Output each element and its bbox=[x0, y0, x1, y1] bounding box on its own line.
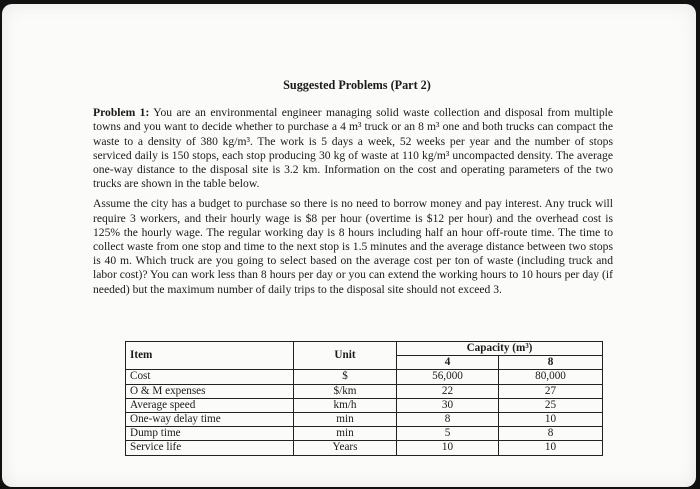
problem-label: Problem 1: bbox=[93, 106, 150, 120]
header-item: Item bbox=[126, 342, 294, 370]
row-unit: min bbox=[294, 413, 397, 427]
problem-paragraph-2: Assume the city has a budget to purchase so there is no need to borrow money and pay interest. Any truck will require 3 workers, and their hourly wage is $8 per hour (overtime is $12 per hour) and the overhead cost is 125% the hourly wage. The regular working day is 8 hours including half an hour off-route time. The time to collect waste from one stop and time to the next stop is 1.5 minutes and the average distance between two stops is 40 m. Which truck are you going to select based on the average cost per ton of waste (including truck and labor cost)? You can work less than 8 hours per day or you can extend the working hours to 10 hours per day (if needed) but the maximum number of daily trips to the disposal site should not exceed 3. bbox=[93, 197, 613, 296]
row-capacity-4: 5 bbox=[397, 427, 499, 441]
row-item: Service life bbox=[126, 441, 294, 455]
row-capacity-8: 80,000 bbox=[499, 370, 603, 384]
table-row bbox=[126, 384, 603, 398]
header-unit: Unit bbox=[294, 342, 397, 370]
row-capacity-4: 22 bbox=[397, 384, 499, 398]
row-unit: $ bbox=[294, 370, 397, 384]
header-capacity-8: 8 bbox=[499, 356, 603, 370]
row-unit: min bbox=[294, 427, 397, 441]
row-unit: Years bbox=[294, 441, 397, 455]
table-row bbox=[126, 427, 603, 441]
row-capacity-8: 10 bbox=[499, 413, 603, 427]
document-title: Suggested Problems (Part 2) bbox=[283, 78, 431, 92]
header-capacity-4: 4 bbox=[397, 356, 499, 370]
table-header-row-1 bbox=[126, 342, 603, 356]
row-capacity-8: 10 bbox=[499, 441, 603, 455]
row-item: Dump time bbox=[126, 427, 294, 441]
header-capacity: Capacity (m³) bbox=[397, 342, 603, 356]
row-unit: $/km bbox=[294, 384, 397, 398]
document-body bbox=[93, 78, 613, 297]
table-row bbox=[126, 413, 603, 427]
row-capacity-4: 56,000 bbox=[397, 370, 499, 384]
row-capacity-4: 8 bbox=[397, 413, 499, 427]
truck-parameters-table bbox=[125, 341, 603, 456]
row-capacity-4: 10 bbox=[397, 441, 499, 455]
table-row bbox=[126, 370, 603, 384]
row-unit: km/h bbox=[294, 398, 397, 412]
row-item: Cost bbox=[126, 370, 294, 384]
row-item: Average speed bbox=[126, 398, 294, 412]
row-item: O & M expenses bbox=[126, 384, 294, 398]
row-capacity-8: 25 bbox=[499, 398, 603, 412]
row-item: One-way delay time bbox=[126, 413, 294, 427]
row-capacity-4: 30 bbox=[397, 398, 499, 412]
paragraph-1-text: You are an environmental engineer managing solid waste collection and disposal from multiple towns and you want to decide whether to purchase a 4 m³ truck or an 8 m³ one and both trucks can compact the waste to a density of 380 kg/m³. The work is 5 days a week, 52 weeks per year and the number of stops serviced daily is 150 stops, each stop producing 30 kg of waste at 110 kg/m³ uncompacted density. The average one-way distance to the disposal site is 3.2 km. Information on the cost and operating parameters of the two trucks are shown in the table below. bbox=[93, 106, 613, 191]
problem-paragraph-1 bbox=[93, 106, 613, 191]
row-capacity-8: 8 bbox=[499, 427, 603, 441]
table-row bbox=[126, 441, 603, 455]
table-row bbox=[126, 398, 603, 412]
row-capacity-8: 27 bbox=[499, 384, 603, 398]
